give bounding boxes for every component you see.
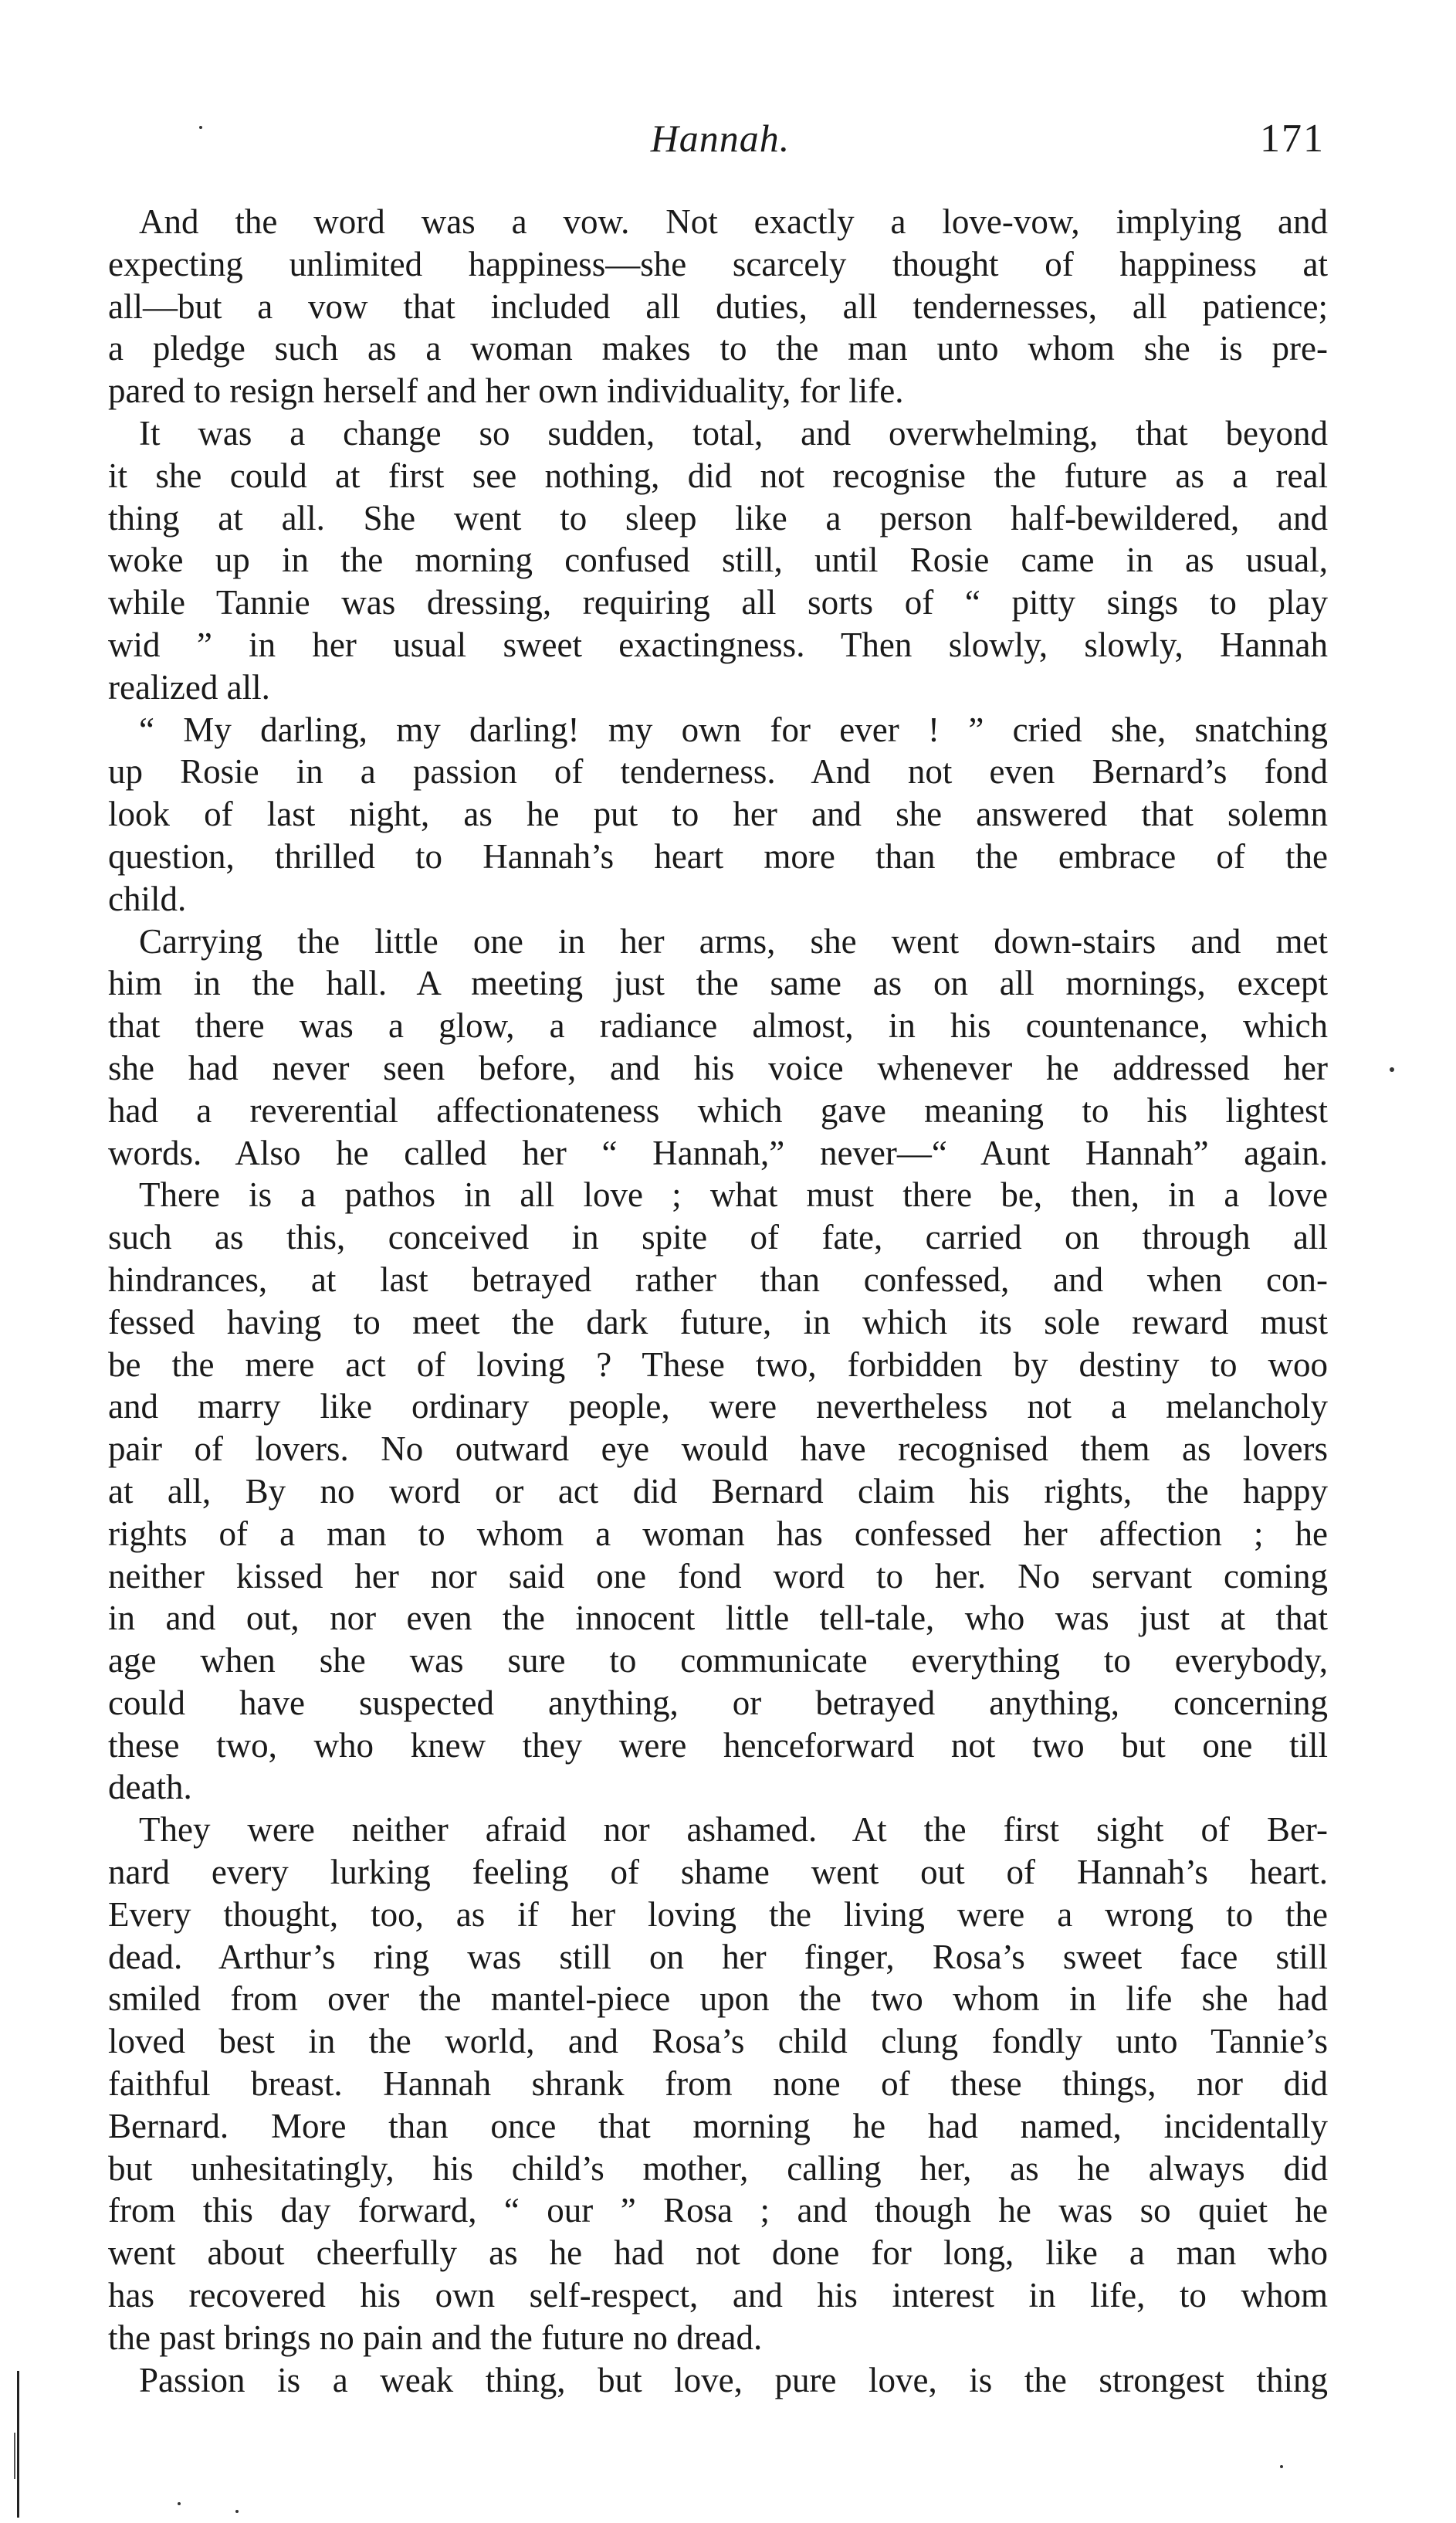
text-line: hindrances, at last betrayed rather than confessed, and when con- xyxy=(108,1260,1328,1299)
text-line: Bernard. More than once that morning he had named, incidentally xyxy=(108,2106,1328,2145)
text-line: words. Also he called her “ Hannah,” never—“ Aunt Hannah” again. xyxy=(108,1133,1328,1172)
text-line: “ My darling, my darling! my own for ever ! ” cried she, snatching xyxy=(139,710,1328,749)
running-title: Hannah. xyxy=(650,117,791,160)
text-line: pair of lovers. No outward eye would have recognised them as lovers xyxy=(108,1429,1328,1469)
text-line: They were neither afraid nor ashamed. At the first sight of Ber- xyxy=(139,1810,1328,1850)
text-line: but unhesitatingly, his child’s mother, calling her, as he always did xyxy=(108,2148,1328,2188)
text-line: wid ” in her usual sweet exactingness. Then slowly, slowly, Hannah xyxy=(108,625,1328,664)
text-line: such as this, conceived in spite of fate, carried on through all xyxy=(108,1218,1328,1257)
text-line: Every thought, too, as if her loving the living were a wrong to the xyxy=(108,1894,1328,1934)
speck-dot xyxy=(178,2502,181,2505)
body-text xyxy=(108,201,1328,2401)
text-line: she had never seen before, and his voice whenever he addressed her xyxy=(108,1048,1328,1087)
text-line: these two, who knew they were henceforward not two but one till xyxy=(108,1725,1328,1765)
text-line: the past brings no pain and the future no dread. xyxy=(108,2318,763,2357)
speck-dot xyxy=(1280,2465,1283,2468)
text-line: child. xyxy=(108,879,187,918)
text-line: nard every lurking feeling of shame went out of Hannah’s heart. xyxy=(108,1853,1328,1892)
text-line: death. xyxy=(108,1768,192,1807)
text-line: thing at all. She went to sleep like a person half-bewildered, and xyxy=(108,498,1328,537)
text-line: look of last night, as he put to her and she answered that solemn xyxy=(108,795,1328,834)
text-line: fessed having to meet the dark future, in which its sole reward must xyxy=(108,1302,1328,1341)
speck-dot xyxy=(199,126,202,129)
text-line: a pledge such as a woman makes to the man unto whom she is pre- xyxy=(108,329,1328,368)
text-line: him in the hall. A meeting just the same as on all mornings, except xyxy=(108,964,1328,1003)
text-line: expecting unlimited happiness—she scarcely thought of happiness at xyxy=(108,244,1328,283)
text-line: up Rosie in a passion of tenderness. And not even Bernard’s fond xyxy=(108,752,1328,792)
text-line: that there was a glow, a radiance almost, in his countenance, which xyxy=(108,1006,1328,1046)
text-line: in and out, nor even the innocent little tell-tale, who was just at that xyxy=(108,1599,1328,1638)
text-line: it she could at first see nothing, did not recognise the future as a real xyxy=(108,456,1328,495)
text-line: neither kissed her nor said one fond word to her. No servant coming xyxy=(108,1556,1328,1596)
text-line: rights of a man to whom a woman has confessed her affection ; he xyxy=(108,1514,1328,1553)
left-margin-mark-small xyxy=(14,2433,15,2479)
text-line: had a reverential affectionateness which gave meaning to his lightest xyxy=(108,1090,1328,1130)
running-head xyxy=(108,116,1332,178)
text-line: realized all. xyxy=(108,667,270,707)
text-line: dead. Arthur’s ring was still on her finger, Rosa’s sweet face still xyxy=(108,1937,1328,1976)
text-line: all—but a vow that included all duties, all tendernesses, all patience; xyxy=(108,287,1328,326)
text-line: Passion is a weak thing, but love, pure love, is the strongest thing xyxy=(139,2360,1328,2399)
text-line: loved best in the world, and Rosa’s child clung fondly unto Tannie’s xyxy=(108,2022,1328,2061)
text-line: from this day forward, “ our ” Rosa ; and though he was so quiet he xyxy=(108,2191,1328,2230)
text-line: faithful breast. Hannah shrank from none of these things, nor did xyxy=(108,2064,1328,2104)
text-line: smiled from over the mantel-piece upon the two whom in life she had xyxy=(108,1979,1328,2019)
text-line: be the mere act of loving ? These two, forbidden by destiny to woo xyxy=(108,1345,1328,1384)
speck-dot xyxy=(1390,1067,1394,1072)
text-line: while Tannie was dressing, requiring all sorts of “ pitty sings to play xyxy=(108,583,1328,622)
text-line: And the word was a vow. Not exactly a love-vow, implying and xyxy=(139,202,1328,241)
left-margin-mark xyxy=(17,2371,19,2518)
text-line: It was a change so sudden, total, and overwhelming, that beyond xyxy=(139,413,1328,453)
text-line: could have suspected anything, or betrayed anything, concerning xyxy=(108,1683,1328,1722)
page-number: 171 xyxy=(1260,117,1325,161)
text-line: There is a pathos in all love ; what must there be, then, in a love xyxy=(139,1175,1328,1215)
text-line: at all, By no word or act did Bernard claim his rights, the happy xyxy=(108,1471,1328,1511)
text-line: pared to resign herself and her own individuality, for life. xyxy=(108,371,904,411)
text-line: age when she was sure to communicate everything to everybody, xyxy=(108,1641,1328,1680)
text-line: went about cheerfully as he had not done for long, like a man who xyxy=(108,2233,1328,2273)
text-line: question, thrilled to Hannah’s heart more than the embrace of the xyxy=(108,836,1328,876)
speck-dot xyxy=(235,2510,239,2513)
text-line: woke up in the morning confused still, until Rosie came in as usual, xyxy=(108,541,1328,580)
text-line: has recovered his own self-respect, and his interest in life, to whom xyxy=(108,2276,1328,2315)
text-line: and marry like ordinary people, were nevertheless not a melancholy xyxy=(108,1387,1328,1426)
text-line: Carrying the little one in her arms, she went down-stairs and met xyxy=(139,921,1328,961)
